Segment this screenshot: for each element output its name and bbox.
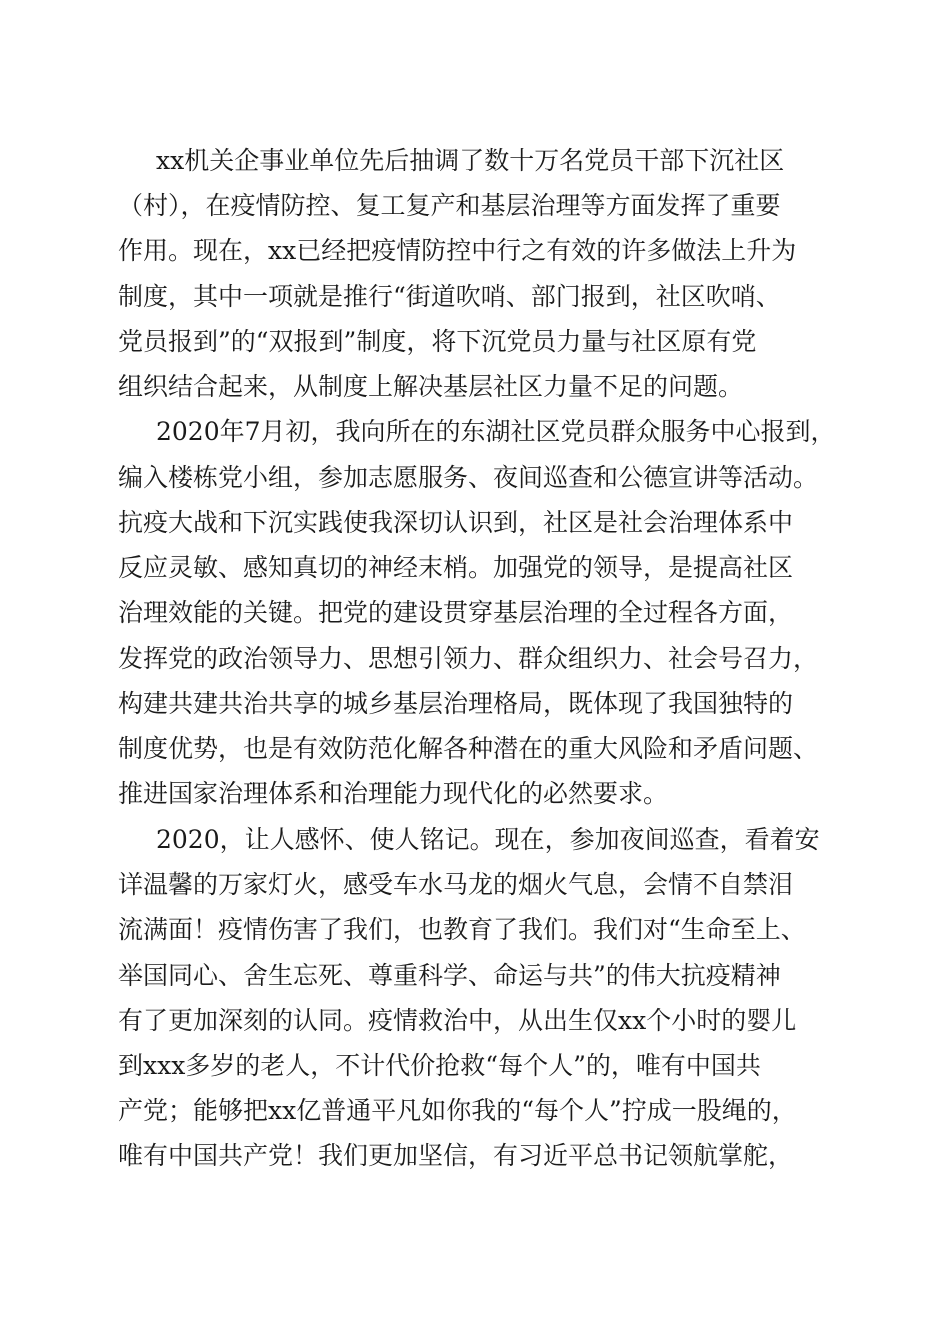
paragraph-3-line-4: 举国同心、舍生忘死、尊重科学、命运与共”的伟大抗疫精神 [118, 961, 781, 990]
paragraph-1-line-5: 党员报到”的“双报到”制度，将下沉党员力量与社区原有党 [118, 327, 757, 356]
paragraph-1-line-3: 作用。现在，xx已经把疫情防控中行之有效的许多做法上升为 [118, 236, 797, 265]
paragraph-2-line-6: 发挥党的政治领导力、思想引领力、群众组织力、社会号召力， [118, 644, 819, 673]
paragraph-3-line-2: 详温馨的万家灯火，感受车水马龙的烟火气息，会情不自禁泪 [118, 870, 794, 899]
paragraph-3-line-7: 产党；能够把xx亿普通平凡如你我的“每个人”拧成一股绳的， [118, 1096, 797, 1125]
paragraph-2-line-3: 抗疫大战和下沉实践使我深切认识到，社区是社会治理体系中 [118, 508, 794, 537]
paragraph-1-line-4: 制度，其中一项就是推行“街道吹哨、部门报到，社区吹哨、 [118, 282, 781, 311]
paragraph-2-line-2: 编入楼栋党小组，参加志愿服务、夜间巡查和公德宣讲等活动。 [118, 463, 819, 492]
paragraph-3-line-6: 到xxx多岁的老人，不计代价抢救“每个人”的，唯有中国共 [118, 1051, 761, 1080]
paragraph-2-line-7: 构建共建共治共享的城乡基层治理格局，既体现了我国独特的 [118, 689, 794, 718]
paragraph-1-line-6: 组织结合起来，从制度上解决基层社区力量不足的问题。 [118, 372, 744, 401]
paragraph-2-line-4: 反应灵敏、感知真切的神经末梢。加强党的领导，是提高社区 [118, 553, 794, 582]
paragraph-2-line-1: 2020年7月初，我向所在的东湖社区党员群众服务中心报到， [156, 417, 836, 446]
paragraph-2-line-9: 推进国家治理体系和治理能力现代化的必然要求。 [118, 779, 669, 808]
paragraph-1-line-2: （村），在疫情防控、复工复产和基层治理等方面发挥了重要 [118, 191, 781, 220]
paragraph-1-line-1: xx机关企事业单位先后抽调了数十万名党员干部下沉社区 [156, 146, 785, 175]
paragraph-3-line-3: 流满面！疫情伤害了我们，也教育了我们。我们对“生命至上、 [118, 915, 806, 944]
paragraph-3-line-5: 有了更加深刻的认同。疫情救治中，从出生仅xx个小时的婴儿 [118, 1006, 797, 1035]
paragraph-3-line-8: 唯有中国共产党！我们更加坚信，有习近平总书记领航掌舵， [118, 1141, 794, 1170]
paragraph-3-line-1: 2020，让人感怀、使人铭记。现在，参加夜间巡查，看着安 [156, 825, 820, 854]
paragraph-2-line-8: 制度优势，也是有效防范化解各种潜在的重大风险和矛盾问题、 [118, 734, 819, 763]
paragraph-2-line-5: 治理效能的关键。把党的建设贯穿基层治理的全过程各方面， [118, 598, 794, 627]
